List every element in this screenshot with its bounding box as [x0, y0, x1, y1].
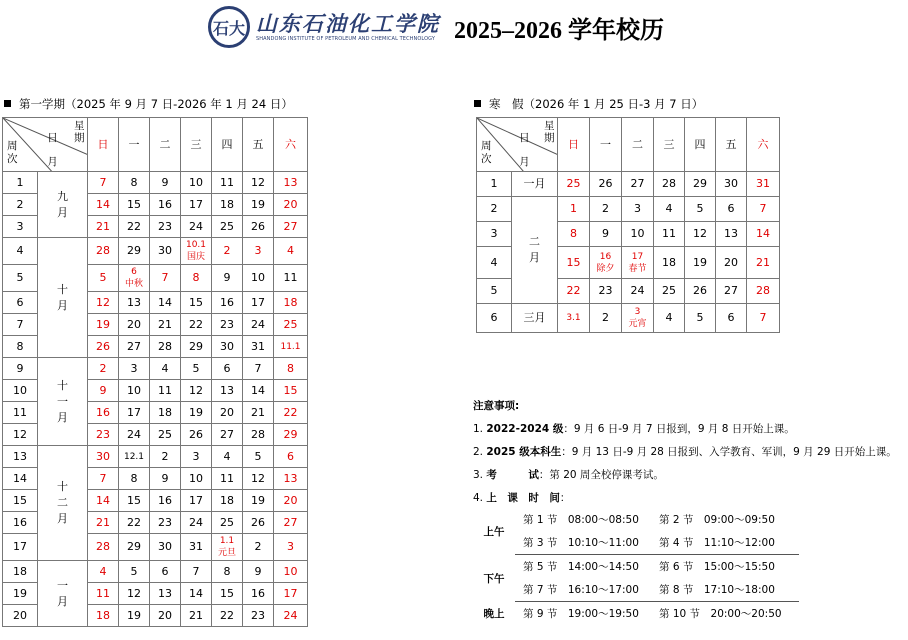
day-cell: 28	[747, 279, 780, 304]
day-cell: 9	[88, 380, 119, 402]
header	[208, 2, 664, 52]
week-row	[3, 172, 308, 194]
day-cell: 25	[274, 314, 308, 336]
notes-heading: 注意事项:	[473, 400, 520, 412]
class-slot: 第 7 节 16:10～17:00	[515, 578, 659, 602]
weekday-header: 二	[622, 118, 654, 172]
day-cell: 8	[181, 265, 212, 292]
day-cell: 18	[150, 402, 181, 424]
day-cell: 18	[212, 490, 243, 512]
day-cell: 18	[212, 194, 243, 216]
day-cell: 21	[150, 314, 181, 336]
weekday-header: 三	[654, 118, 685, 172]
day-cell: 11	[274, 265, 308, 292]
day-cell: 22	[212, 605, 243, 627]
day-cell: 23	[88, 424, 119, 446]
day-cell: 1	[558, 197, 590, 222]
day-cell: 5	[119, 561, 150, 583]
day-cell: 27	[622, 172, 654, 197]
semester1-title-text: 第一学期（2025 年 9 月 7 日-2026 年 1 月 24 日）	[19, 97, 293, 111]
calendar-header-row	[3, 118, 308, 172]
week-row	[477, 197, 780, 222]
day-cell: 6	[274, 446, 308, 468]
week-number: 5	[477, 279, 512, 304]
note-item-1: 1. 2022-2024 级：9 月 6 日-9 月 7 日报到，9 月 8 日开始上课。	[473, 423, 795, 435]
week-number: 17	[3, 534, 38, 561]
day-cell: 10	[119, 380, 150, 402]
day-cell: 14	[747, 222, 780, 247]
week-number: 3	[3, 216, 38, 238]
day-cell: 5	[243, 446, 274, 468]
university-logo	[256, 12, 440, 43]
day-cell: 16	[88, 402, 119, 424]
day-cell: 25	[212, 512, 243, 534]
corner-day-label: 日	[519, 132, 530, 144]
day-cell: 12	[243, 172, 274, 194]
day-cell: 6	[150, 561, 181, 583]
day-cell: 3	[274, 534, 308, 561]
day-cell: 7	[747, 304, 780, 333]
day-cell: 28	[150, 336, 181, 358]
week-row	[3, 238, 308, 265]
month-label: 十 二 月	[38, 446, 88, 561]
class-slot: 第 4 节 11:10～12:00	[659, 531, 799, 555]
weekday-header: 六	[747, 118, 780, 172]
week-row	[477, 172, 780, 197]
day-cell: 6	[212, 358, 243, 380]
day-cell: 3	[181, 446, 212, 468]
weekday-header: 五	[716, 118, 747, 172]
week-number: 18	[3, 561, 38, 583]
corner-month-label: 月	[47, 156, 58, 168]
square-bullet-icon	[4, 100, 11, 107]
day-cell: 25	[654, 279, 685, 304]
day-cell: 15	[274, 380, 308, 402]
class-slot: 第 1 节 08:00～08:50	[523, 514, 639, 526]
day-cell: 8	[558, 222, 590, 247]
day-cell: 23	[150, 512, 181, 534]
logo-chinese-name: 山东石油化工学院	[256, 10, 440, 36]
class-schedule-table	[473, 508, 799, 625]
day-cell: 8	[274, 358, 308, 380]
corner-week-label: 次	[481, 152, 492, 165]
day-cell: 20	[274, 490, 308, 512]
week-number: 19	[3, 583, 38, 605]
day-cell: 17	[243, 292, 274, 314]
day-cell: 19	[88, 314, 119, 336]
day-cell: 13	[274, 468, 308, 490]
day-cell: 2	[150, 446, 181, 468]
weekday-header: 五	[243, 118, 274, 172]
day-cell: 23	[212, 314, 243, 336]
day-cell: 7	[243, 358, 274, 380]
day-cell: 21	[181, 605, 212, 627]
day-cell: 22	[119, 512, 150, 534]
day-cell: 19	[243, 490, 274, 512]
day-cell: 17	[119, 402, 150, 424]
week-number: 2	[477, 197, 512, 222]
day-cell: 28	[243, 424, 274, 446]
day-cell: 4	[274, 238, 308, 265]
week-number: 4	[3, 238, 38, 265]
day-cell: 26	[685, 279, 716, 304]
day-cell: 31	[181, 534, 212, 561]
day-cell: 3	[622, 197, 654, 222]
period-afternoon: 下午	[483, 572, 505, 585]
month-label: 三月	[512, 304, 558, 333]
week-number: 5	[3, 265, 38, 292]
schedule-row	[473, 508, 799, 531]
schedule-row	[473, 555, 799, 579]
day-cell: 2	[243, 534, 274, 561]
university-emblem-icon: 石大	[208, 6, 250, 48]
corner-weekday-label: 期	[544, 132, 555, 144]
day-cell: 28	[88, 534, 119, 561]
day-cell: 9	[150, 172, 181, 194]
corner-header-cell	[477, 118, 558, 172]
day-cell: 27	[212, 424, 243, 446]
day-cell: 10	[274, 561, 308, 583]
day-cell: 26	[88, 336, 119, 358]
day-cell: 11	[212, 172, 243, 194]
day-cell: 10	[622, 222, 654, 247]
class-slot: 第 5 节 14:00～14:50	[523, 561, 639, 573]
day-cell: 27	[274, 216, 308, 238]
day-cell: 11	[150, 380, 181, 402]
month-label: 九 月	[38, 172, 88, 238]
week-number: 10	[3, 380, 38, 402]
day-cell: 20	[212, 402, 243, 424]
day-cell: 9	[212, 265, 243, 292]
day-cell: 4	[150, 358, 181, 380]
week-number: 2	[3, 194, 38, 216]
week-number: 16	[3, 512, 38, 534]
day-cell: 5	[181, 358, 212, 380]
week-number: 6	[3, 292, 38, 314]
note-item-4: 4. 上 课 时 间：	[473, 492, 571, 504]
day-cell: 12.1	[119, 446, 150, 468]
day-cell: 27	[274, 512, 308, 534]
day-cell: 9	[590, 222, 622, 247]
day-cell: 24	[181, 216, 212, 238]
day-cell: 2	[590, 197, 622, 222]
weekday-header: 二	[150, 118, 181, 172]
day-cell: 12	[685, 222, 716, 247]
day-cell: 3 元宵	[622, 304, 654, 333]
weekday-header: 一	[590, 118, 622, 172]
corner-weekday-label: 期	[74, 132, 85, 144]
day-cell: 14	[88, 194, 119, 216]
day-cell: 15	[212, 583, 243, 605]
page-title: 2025–2026 学年校历	[454, 17, 664, 44]
day-cell: 15	[119, 194, 150, 216]
winter-title-text: 寒 假（2026 年 1 月 25 日-3 月 7 日）	[489, 97, 704, 111]
weekday-header: 日	[88, 118, 119, 172]
day-cell: 12	[243, 468, 274, 490]
corner-day-label: 日	[47, 132, 58, 144]
week-number: 6	[477, 304, 512, 333]
day-cell: 29	[119, 238, 150, 265]
day-cell: 28	[88, 238, 119, 265]
week-row	[3, 358, 308, 380]
month-label: 十 一 月	[38, 358, 88, 446]
day-cell: 24	[274, 605, 308, 627]
week-number: 13	[3, 446, 38, 468]
week-number: 1	[3, 172, 38, 194]
day-cell: 22	[274, 402, 308, 424]
class-slot: 第 6 节 15:00～15:50	[659, 561, 775, 573]
day-cell: 19	[119, 605, 150, 627]
note-item-3: 3. 考 试：第 20 周全校停课考试。	[473, 469, 664, 481]
month-label: 一 月	[38, 561, 88, 627]
day-cell: 5	[685, 304, 716, 333]
class-slot: 第 10 节 20:00～20:50	[659, 608, 782, 620]
week-number: 15	[3, 490, 38, 512]
day-cell: 30	[88, 446, 119, 468]
week-number: 4	[477, 247, 512, 279]
day-cell: 12	[119, 583, 150, 605]
day-cell: 17 春节	[622, 247, 654, 279]
day-cell: 22	[181, 314, 212, 336]
period-morning: 上午	[483, 525, 505, 538]
day-cell: 7	[150, 265, 181, 292]
day-cell: 10.1 国庆	[181, 238, 212, 265]
day-cell: 8	[119, 468, 150, 490]
week-number: 1	[477, 172, 512, 197]
day-cell: 26	[181, 424, 212, 446]
day-cell: 26	[243, 216, 274, 238]
day-cell: 5	[88, 265, 119, 292]
day-cell: 2	[590, 304, 622, 333]
week-row	[477, 304, 780, 333]
day-cell: 16 除夕	[590, 247, 622, 279]
day-cell: 21	[88, 512, 119, 534]
day-cell: 6	[716, 197, 747, 222]
day-cell: 13	[150, 583, 181, 605]
day-cell: 22	[558, 279, 590, 304]
week-number: 20	[3, 605, 38, 627]
week-number: 9	[3, 358, 38, 380]
semester1-calendar-table	[2, 117, 308, 627]
day-cell: 30	[716, 172, 747, 197]
day-cell: 3	[243, 238, 274, 265]
day-cell: 23	[243, 605, 274, 627]
day-cell: 24	[181, 512, 212, 534]
day-cell: 25	[212, 216, 243, 238]
corner-weekday-label: 星	[544, 120, 555, 132]
corner-weekday-label: 星	[74, 120, 85, 132]
semester1-title	[4, 96, 293, 112]
week-number: 8	[3, 336, 38, 358]
day-cell: 30	[150, 534, 181, 561]
day-cell: 11	[88, 583, 119, 605]
day-cell: 18	[274, 292, 308, 314]
day-cell: 30	[212, 336, 243, 358]
day-cell: 13	[274, 172, 308, 194]
day-cell: 16	[243, 583, 274, 605]
corner-month-label: 月	[519, 156, 530, 168]
note-item-2: 2. 2025 级本科生：9 月 13 日-9 月 28 日报到、入学教育、军训，9 月 29 日开始上课。	[473, 446, 897, 458]
day-cell: 6 中秋	[119, 265, 150, 292]
day-cell: 21	[88, 216, 119, 238]
schedule-row	[473, 578, 799, 602]
day-cell: 27	[716, 279, 747, 304]
day-cell: 14	[88, 490, 119, 512]
day-cell: 11.1	[274, 336, 308, 358]
day-cell: 29	[685, 172, 716, 197]
calendar-header-row	[477, 118, 780, 172]
weekday-header: 日	[558, 118, 590, 172]
day-cell: 18	[88, 605, 119, 627]
day-cell: 4	[654, 304, 685, 333]
day-cell: 18	[654, 247, 685, 279]
day-cell: 21	[747, 247, 780, 279]
day-cell: 23	[150, 216, 181, 238]
day-cell: 23	[590, 279, 622, 304]
day-cell: 27	[119, 336, 150, 358]
day-cell: 13	[716, 222, 747, 247]
day-cell: 14	[243, 380, 274, 402]
week-number: 7	[3, 314, 38, 336]
day-cell: 20	[119, 314, 150, 336]
day-cell: 20	[274, 194, 308, 216]
weekday-header: 六	[274, 118, 308, 172]
schedule-row	[473, 531, 799, 555]
day-cell: 13	[119, 292, 150, 314]
day-cell: 10	[181, 172, 212, 194]
corner-week-label: 周	[7, 139, 18, 152]
day-cell: 16	[150, 490, 181, 512]
day-cell: 26	[243, 512, 274, 534]
logo-english-name: SHANDONG INSTITUTE OF PETROLEUM AND CHEMICAL TECHNOLOGY	[256, 35, 436, 42]
day-cell: 2	[212, 238, 243, 265]
corner-week-label: 周	[481, 139, 492, 152]
day-cell: 16	[212, 292, 243, 314]
day-cell: 1.1 元旦	[212, 534, 243, 561]
day-cell: 29	[119, 534, 150, 561]
day-cell: 19	[181, 402, 212, 424]
day-cell: 10	[243, 265, 274, 292]
day-cell: 26	[590, 172, 622, 197]
week-row	[3, 446, 308, 468]
day-cell: 29	[181, 336, 212, 358]
day-cell: 20	[716, 247, 747, 279]
day-cell: 14	[150, 292, 181, 314]
day-cell: 11	[212, 468, 243, 490]
day-cell: 4	[88, 561, 119, 583]
day-cell: 14	[181, 583, 212, 605]
day-cell: 7	[88, 172, 119, 194]
day-cell: 9	[150, 468, 181, 490]
day-cell: 28	[654, 172, 685, 197]
day-cell: 31	[747, 172, 780, 197]
day-cell: 17	[181, 490, 212, 512]
day-cell: 12	[88, 292, 119, 314]
day-cell: 8	[119, 172, 150, 194]
day-cell: 17	[181, 194, 212, 216]
day-cell: 24	[243, 314, 274, 336]
day-cell: 25	[558, 172, 590, 197]
day-cell: 4	[654, 197, 685, 222]
month-label: 二 月	[512, 197, 558, 304]
class-slot: 第 3 节 10:10～11:00	[515, 531, 659, 555]
day-cell: 10	[181, 468, 212, 490]
class-slot: 第 9 节 19:00～19:50	[523, 608, 639, 620]
day-cell: 3	[119, 358, 150, 380]
day-cell: 4	[212, 446, 243, 468]
day-cell: 7	[747, 197, 780, 222]
weekday-header: 四	[212, 118, 243, 172]
month-label: 一月	[512, 172, 558, 197]
day-cell: 5	[685, 197, 716, 222]
month-label: 十 月	[38, 238, 88, 358]
day-cell: 7	[181, 561, 212, 583]
week-number: 14	[3, 468, 38, 490]
day-cell: 12	[181, 380, 212, 402]
day-cell: 24	[119, 424, 150, 446]
week-number: 11	[3, 402, 38, 424]
day-cell: 17	[274, 583, 308, 605]
week-number: 12	[3, 424, 38, 446]
day-cell: 29	[274, 424, 308, 446]
class-slot: 第 2 节 09:00～09:50	[659, 514, 775, 526]
day-cell: 15	[558, 247, 590, 279]
day-cell: 8	[212, 561, 243, 583]
day-cell: 25	[150, 424, 181, 446]
day-cell: 24	[622, 279, 654, 304]
week-row	[3, 561, 308, 583]
day-cell: 15	[181, 292, 212, 314]
weekday-header: 三	[181, 118, 212, 172]
notes-section	[473, 398, 897, 513]
class-slot: 第 8 节 17:10～18:00	[659, 578, 799, 602]
weekday-header: 四	[685, 118, 716, 172]
week-number: 3	[477, 222, 512, 247]
square-bullet-icon	[474, 100, 481, 107]
day-cell: 16	[150, 194, 181, 216]
day-cell: 31	[243, 336, 274, 358]
corner-header-cell	[3, 118, 88, 172]
day-cell: 3.1	[558, 304, 590, 333]
schedule-row	[473, 602, 799, 626]
day-cell: 20	[150, 605, 181, 627]
day-cell: 19	[243, 194, 274, 216]
day-cell: 9	[243, 561, 274, 583]
day-cell: 21	[243, 402, 274, 424]
day-cell: 30	[150, 238, 181, 265]
day-cell: 13	[212, 380, 243, 402]
day-cell: 15	[119, 490, 150, 512]
day-cell: 11	[654, 222, 685, 247]
day-cell: 6	[716, 304, 747, 333]
day-cell: 19	[685, 247, 716, 279]
winter-title	[474, 96, 703, 112]
period-evening: 晚上	[483, 607, 505, 620]
day-cell: 7	[88, 468, 119, 490]
day-cell: 22	[119, 216, 150, 238]
weekday-header: 一	[119, 118, 150, 172]
day-cell: 2	[88, 358, 119, 380]
winter-calendar-table	[476, 117, 780, 333]
corner-week-label: 次	[7, 152, 18, 165]
